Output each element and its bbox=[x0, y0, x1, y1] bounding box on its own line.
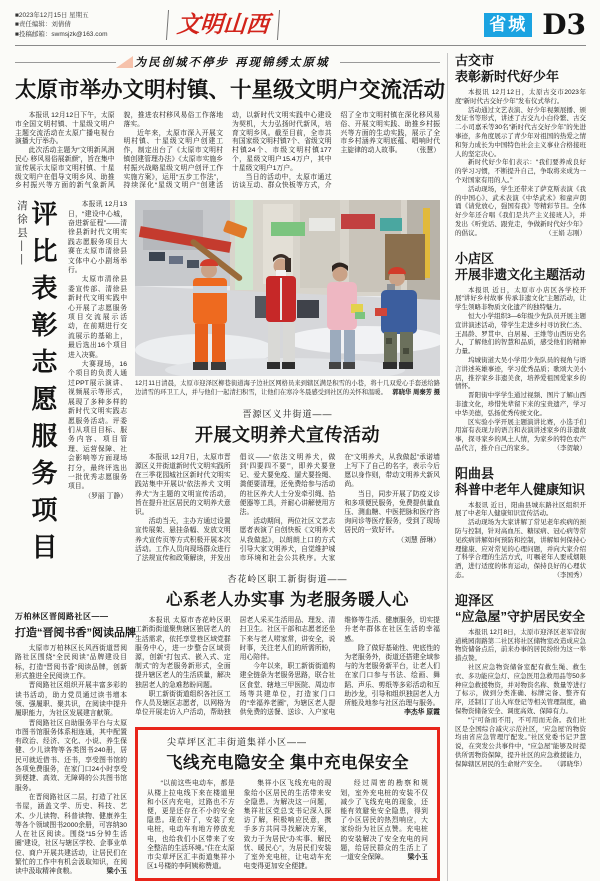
byline: （李贺敏） bbox=[553, 444, 586, 452]
article-yingze bbox=[455, 593, 586, 770]
paragraph: 本报讯 12月7日，太原市晋源区义井街道新时代文明实践所在三季花园城社区新时代文明实践站集中开展以“依法养犬 文明养犬”为主题的文明宣传活动，旨在提升社区居民的文明养犬意识。 bbox=[135, 453, 231, 516]
email-line: ■投稿邮箱：swmsjzk@163.com bbox=[15, 30, 108, 38]
section-badge: 省城 bbox=[484, 13, 532, 37]
news-photo-snow-street-illustration bbox=[135, 200, 440, 376]
byline: （刘慧 薛琳） bbox=[397, 536, 440, 544]
newspaper-logo: 文明山西 bbox=[166, 10, 280, 40]
qingxu-label: 清徐县—— bbox=[16, 200, 28, 268]
byline: （王娟 志刚） bbox=[545, 229, 586, 237]
paragraph: “以前这些电动车，都是从楼上拉电线下来在楼道里和小区内充电，过路也不方便，更是还存在不小的安全隐患。现在好了，安装了充电桩，电动车有地方停放充电，也给我们小区带来了安全整洁的生活环境。”住在太原市尖草坪区汇丰街道集祥小区1号楼的李阿姨称赞道。 bbox=[147, 780, 235, 871]
jiancaoping-body bbox=[147, 779, 428, 871]
paragraph: 晋阅路社区组织开展丰富多彩的读书活动，助力党员通过读书增本领、强履职、聚共识，在阅读中提升履职能力，为社区发展建言献策。 bbox=[15, 682, 127, 718]
byline: 梁小玉 bbox=[106, 868, 127, 876]
byline: （罗丽 丁静） bbox=[84, 492, 127, 500]
paragraph: 晋阅路社区自助服务平台与太原市图书馆服务体系相连通，其中配置有政治、经济、文化、小说、养生保健、少儿读物等各类图书240册，居民可就近借书、还书，享受图书馆的各项免费服务，在家门口24小时享受到便捷、高效、无障碍的公共图书馆服务。 bbox=[15, 719, 127, 792]
article-headline: 表彰新时代好少年 bbox=[455, 69, 560, 84]
qingxu-vertical-headline: 评比表彰志愿服务项目 bbox=[28, 200, 58, 571]
kicker-triangle-icon bbox=[116, 56, 133, 68]
publication-date: ■2023年12月15日 星期五 bbox=[15, 11, 89, 19]
page-content bbox=[15, 53, 586, 881]
main-article-body bbox=[15, 112, 440, 191]
article-body bbox=[455, 89, 586, 239]
paragraph: 活动通过文艺表演、好少年视频展播、颁发证书等形式，讲述了古交九小白伶繁、古交二小司嘉禾等30名“新时代古交好少年”的先进事迹，多角度展示了青少年对祖国的热爱之情和努力成长为中国特色社会主义事业合格接班人的坚定决心。 bbox=[455, 106, 586, 158]
qingxu-body bbox=[68, 200, 127, 598]
lower-zone bbox=[15, 200, 440, 881]
byline: （李国秀） bbox=[553, 572, 586, 580]
wanbailin-headline: 打造“晋阅书香”阅读品牌 bbox=[15, 627, 136, 640]
paragraph: 集祥小区飞线充电的现象给小区居民的生活带来安全隐患。为解决这一问题，集祥社区党总支书记深入探访了解，积极响应民意，携手多方共同寻找解决方案，致力于为居民“办实事、解民忧、暖民心”，为居民们安装了室外充电桩，让电动车充电变得更加安全便捷。 bbox=[243, 780, 332, 871]
paragraph: 此次活动主题为“文明新风润民心 移风易俗展新颜”，旨在集中宣传展示太原市文明村镇、十星级文明户在倡导文明乡风、助推乡村振兴等方面的新气象新风貌，推进农村移风易俗工作落地落实。 bbox=[15, 112, 223, 190]
xinghualing-lead: 杏花岭区职工新街街道—— bbox=[227, 574, 348, 585]
main-zone bbox=[15, 53, 446, 881]
paragraph: 本报讯 12月13日，“建设中心城，奋进新征程”——清徐县新时代文明实践志愿服务项目大赛在太原市清徐县文体中心小剧场举行。 bbox=[68, 201, 127, 275]
article-xinghualing bbox=[135, 572, 440, 717]
xinghualing-body bbox=[135, 616, 440, 717]
paragraph: 本报讯 12月12日下午，太原市全国文明村镇、十星级文明户主题交流活动在太原广播电视台演播大厅举办。 bbox=[15, 112, 115, 146]
paragraph: 区实验小学开展主题演讲比赛，小选手们用富有表现力的语言和表演讲述家乡的非遗故事，探寻家乡的风土人情，为家乡的特色农产品代言，推介自己的家乡。 （李贺敏） bbox=[455, 418, 586, 452]
paragraph: 今年以来，职工新街街道构建全链条为老服务思路，联合社区食堂、辖地三甲医院、周边市场等共建单位，打造家门口的“幸福养老圈”，为辖区老人提供免费的送餐、送诊、入户家电维修等生活、健康服务，切实提升老年群体在社区生活的幸福感。 bbox=[239, 617, 440, 717]
photo-caption: 12月11日清晨，太原市迎泽区柳巷街道海子边社区网格员来到辖区满是积雪的小巷，将十几双爱心手套送给路边清雪的环卫工人，并与他们一起清扫积雪，让他们在寒冷冬晨感受到社区的关怀和温暖。 郭晓华 周秦芳 摄 bbox=[135, 380, 440, 396]
region-label: 古交市 bbox=[455, 53, 495, 68]
paragraph: 晋阳街中学学生通过视频、图片了解山西非遗文化，珍惜先辈留下来的宝贵遗产，学习中华美德，弘扬优秀传统文化。 bbox=[455, 392, 586, 417]
masthead bbox=[15, 10, 586, 46]
wanbailin-body bbox=[15, 644, 127, 876]
paragraph: 活动现场为大家讲解了常见老年疾病的预防与控制，针对高血压、糖尿病、冠心病等常见疾病讲解如何预防和控制，讲解如何保持心理健康、应对常见的心理问题，并向大家介绍了科学合理的生活方式，叮嘱老年人要戒烟限酒，进行适度的体育运动，保持良好的心理状态。 （李国秀） bbox=[455, 519, 586, 580]
right-column bbox=[447, 53, 586, 881]
paragraph: 坞城街道大吴小学用少先队员的视角与语言讲述英雄事迹，学习优秀品质；歌颂大美小店，推荐家乡非遗美食，培养爱祖国爱家乡的情怀。 bbox=[455, 356, 586, 391]
kicker-rule-left bbox=[15, 62, 116, 63]
kicker-rule-right bbox=[340, 62, 441, 63]
paragraph: 经过周密的勘察和规划，室外充电桩的安装不仅减少了飞线充电的现象，还能有效避免安全隐患，得到了小区居民的热烈响应，大家纷纷为社区点赞。充电桩的安装解决了安全充电的问题，给居民群众的生活上了一道安全保障。 梁小玉 bbox=[340, 780, 428, 862]
article-headline: 开展非遗文化主题活动 bbox=[455, 266, 586, 282]
article-taiyuan-exchange bbox=[15, 54, 446, 191]
jiancaoping-headline: 飞线充电隐安全 集中充电保安全 bbox=[165, 754, 410, 773]
article-jiancaoping-highlight-box bbox=[135, 727, 440, 881]
paragraph: 太原市万柏林区长风西街道晋阅路社区围绕“全民阅读”品牌建设目标，打造“晋阅书香”阅读品牌，创新形式推进全民阅读工作。 bbox=[15, 645, 127, 681]
paragraph: 活动当天，主办方通过设置宣传展架、悬挂条幅、发放文明养犬宣传页等方式积极开展本次活动。工作人员向现场群众进行了法规宣传和政策解读，并发出倡议——“依法文明养犬，做到‘四要四不要’”，即养犬要登记、爱犬要免疫、遛犬要拴绳、粪便要清理，还免费给参与活动的社区养犬人士分发牵引绳、拾便器等工具，并耐心讲解使用方法。 bbox=[135, 453, 336, 562]
paragraph: 本报讯 12月12日，太原古交市2023年度“新时代古交好少年”发布仪式举行。 bbox=[455, 89, 586, 105]
paragraph: 活动期间，两位社区文艺志愿者表演了自创快板《文明养犬 从我做起》，以朗朗上口的方式引导大家文明养犬，自觉维护城市环境和社会公共秩序。大家在“文明养犬，从我做起”承诺墙上写下了自己的名字，表示今后愿以身作则，带动文明养犬新风尚。 bbox=[239, 453, 440, 562]
paragraph: 太原市清徐县委宣传部、清徐县新时代文明实践中心开展了志愿服务项目交流展示活动，在前期进行交流展示的基础上，最后选出16个项目进入决赛。 bbox=[68, 276, 127, 359]
jinyuan-headline: 开展文明养犬宣传活动 bbox=[195, 424, 380, 445]
paragraph: 当日，同步开展了防疫义诊和多项便民服务，免费提供量血压、测血糖、中医把脉和医疗咨询问诊等医疗服务，受到了现场居民的一致好评。 （刘慧 薛琳） bbox=[344, 490, 440, 544]
center-column bbox=[135, 200, 440, 881]
page-number: D3 bbox=[542, 8, 586, 41]
news-photo bbox=[135, 200, 440, 376]
byline: （郭晓华） bbox=[553, 760, 586, 768]
region-label: 阳曲县 bbox=[455, 465, 495, 481]
paragraph: 大赛现场，16个项目的负责人通过PPT展示演讲、视频展示等形式，展现了多种多样的新时代文明实践志愿服务活动。评委们从项目目标、服务内容、项目管理、运营保障、社会影响等方面现场打分，最终评选出一批优秀志愿服务项目。 （罗丽 丁静） bbox=[68, 361, 127, 500]
jinyuan-lead: 晋源区义井街道—— bbox=[242, 408, 333, 419]
paragraph: 社区应急物资储备室配有救生绳、救生衣、多功能应急灯、应急医用急救用品等50多种应急救援物资，并对物资名称、数量等进行了标示，做到分类准确、标牌完备、整齐有序，还制订了出入库登记等相关管理制度，确保物资储备安全、调度高效、保障有力。 bbox=[455, 664, 586, 716]
region-label: 迎泽区 bbox=[455, 592, 495, 608]
paragraph: 本报讯 近日，阳曲县城东路社区组织开展了中老年人健康知识宣传活动。 bbox=[455, 501, 586, 518]
paragraph: 职工新街街道组织各社区工作人员及辖区志愿者，以网格为单位开展走访入户活动，帮助独居老人采买生活用品、理发、清扫卫生。社区干部和志愿者还坐下来与老人唠家常，讲安全，说时事，关注老人们的所需所盼，用心陪伴。 bbox=[135, 617, 336, 717]
article-qingxu bbox=[15, 200, 127, 598]
paragraph: 在晋阅路社区二层，打造了社区书屋，涵盖文学、历史、科技、艺术、少儿读物、科普读物、健康养生等各个领域图书2000余册，可容纳30人在社区阅读。围绕“15分钟生活圈”建设，社区与辖区学校、企事业单位、商户开展共建活动，让居民们在繁忙的工作中有机会汲取知识，在阅读中汲取精神食粮。 梁小玉 bbox=[15, 793, 127, 876]
byline: 李杰华 原霞 bbox=[404, 709, 440, 717]
region-label: 小店区 bbox=[455, 250, 495, 266]
wanbailin-lead: 万柏林区晋阅路社区—— bbox=[15, 612, 109, 622]
paragraph: 近年来，太原市深入开展文明村镇、十星级文明户创建工作，制定出台了《太原市文明村镇创建管理办法》《太原市实施乡村振兴战略星级文明户创评工作实施方案》，运用“五步工作法”，持续深化“星级文明户”创建活动，以新时代文明实践中心建设为契机，大力弘扬时代新风，培育文明乡风。截至目前，全市共有国家级文明村镇7个、省级文明村镇24个、市级文明村镇177个，星级文明户15.4万户，其中十星级文明户1万户。 bbox=[123, 112, 332, 190]
article-body bbox=[455, 629, 586, 770]
article-gujiao bbox=[455, 53, 586, 239]
article-headline: “应急屋”守护居民安全 bbox=[455, 608, 586, 624]
kicker-text: 为民创城不停步 再现锦绣太原城 bbox=[134, 55, 330, 69]
main-headline: 太原市举办文明村镇、十星级文明户交流活动 bbox=[15, 78, 446, 102]
article-xiaodian bbox=[455, 251, 586, 454]
article-body bbox=[455, 502, 586, 581]
article-headline: 科普中老年人健康知识 bbox=[455, 481, 586, 497]
publication-meta bbox=[15, 11, 165, 40]
xinghualing-headline: 心系老人办实事 为老服务暖人心 bbox=[165, 591, 410, 610]
paragraph: 本报讯 12月8日，太原市迎泽区老军营街道桃园南路第二社区将社区储物室改造成应急物资储备点后，前来办事的居民纷纷为这一举措点赞。 bbox=[455, 628, 586, 663]
paragraph: 活动现场，学生还带来了萨克斯表演《我的中国心》、武术表演《中华武术》和童声朗诵《请党放心，强国有我》等精彩节目。全体好少年还合唱《我们是共产主义接班人》，并发出《听党话、跟党走，争做新时代好少年》的倡议。 （王娟 志刚） bbox=[455, 185, 586, 237]
left-column bbox=[15, 200, 136, 881]
byline: （张慧） bbox=[412, 147, 440, 155]
paragraph: 除了做好基础性、兜底性的为老服务外，街道还搭建全域参与的为老服务新平台，让老人们在家门口参与书法、绘画、舞蹈、声乐、剪纸等多彩活动和互助沙龙，引导和组织独居老人力所能及地参与社区治理与服务。 李杰华 原霞 bbox=[344, 644, 440, 717]
paragraph: 恒大小学组织3—6年级少先队员开展主题宣讲演述活动，带学生走进乡村寻访狄仁杰、王昌龄、罗贯中、白居易、王维等山西历史名人，了解他们的智慧和品质，感受他们的精神力量。 bbox=[455, 312, 586, 356]
paragraph: “宁可备而不用，不可用而无备。我们社区是全国综合减灾示范社区，‘应急屋’的物资均由省应急管理厅配发。”社区党委书记尹慧说，在突发公共事件中，“应急屋”能够及时提供所需物资保障，提升社区的应急救援能力，保障辖区居民的生命财产安全。 （郭晓华） bbox=[455, 716, 586, 768]
kicker-row bbox=[15, 54, 440, 70]
paragraph: 本报讯 太原市杏花岭区职工新街街道聚焦辖区独居老人的生活需求，依托享堂巷区域党群服务中心，进一步整合区域资源，创新“打包式、嵌入式、定制式”的为老服务新形式，全面提升辖区老人的生活质量，解决独居老人的急难愁盼问题。 bbox=[135, 617, 231, 689]
article-body bbox=[455, 287, 586, 454]
paragraph: 本报讯 近日，太原市小店区各学校开展“讲好乡村故事 传承非遗文化”主题活动，让学生领略非物质文化遗产的独特魅力。 bbox=[455, 286, 586, 312]
jiancaoping-lead: 尖草坪区汇丰街道集祥小区—— bbox=[167, 737, 308, 748]
article-yangqu bbox=[455, 466, 586, 581]
article-wanbailin bbox=[15, 611, 136, 876]
paragraph: 当日的活动中，太原市通过访谈互动、群众快板等方式，介绍了全市文明村镇在深化移风易俗、开展文明实践、助推乡村振兴等方面的生动实践，展示了全市乡村涵养文明底蕴、唱响时代主旋律的动人故事。 （张慧） bbox=[232, 112, 440, 190]
paragraph: 新时代好少年们表示：“我们要养成良好的学习习惯，不断提升自己，争取将来成为一个对国家有用的人。” bbox=[455, 159, 586, 184]
jinyuan-body bbox=[135, 453, 440, 563]
photo-byline: 郭晓华 周秦芳 摄 bbox=[392, 388, 440, 396]
editor-line: ■责任编辑：刘倩倩 bbox=[15, 21, 71, 29]
article-jinyuan bbox=[135, 407, 440, 563]
byline: 梁小玉 bbox=[407, 854, 428, 862]
